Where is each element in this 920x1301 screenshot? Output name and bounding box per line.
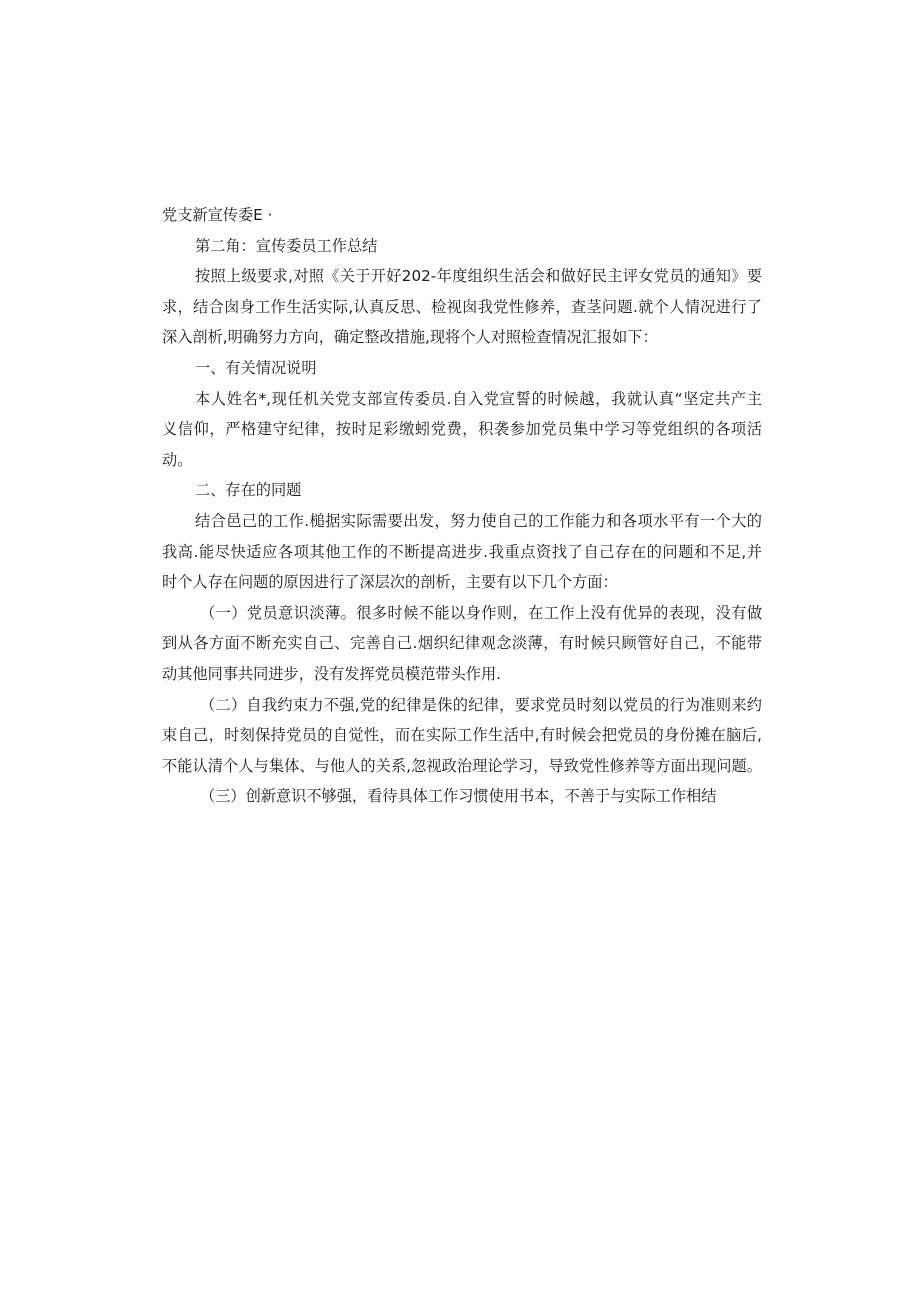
item2-line-2: 束自己，时刻保持党员的自觉性，而在实际工作生活中,有时候会把党员的身份摊在脑后, <box>162 726 762 745</box>
item1-line-1: （一）党员意识淡薄。很多时候不能以身作则，在工作上没有优异的表现，没有做 <box>200 603 762 622</box>
section1-line-3: 动。 <box>162 450 193 469</box>
item1-line-3: 动其他同事共同进步，没有发挥党员模范带头作用. <box>162 664 501 683</box>
intro-paragraph <box>162 261 762 353</box>
item2-line-3: 不能认清个人与集体、与他人的关系,忽视政治理论学习，导致党性修养等方面出现问题。 <box>162 756 762 775</box>
section2-heading: 二、存在的同题 <box>195 481 302 500</box>
item3-paragraph <box>162 781 762 812</box>
section2-line-1: 结合邑己的工作.槌据实际需要出发，努力使自己的工作能力和各项水平有一个大的 <box>195 511 762 530</box>
section1-heading: 一、有关情况说明 <box>195 358 317 377</box>
intro-line-2: 求，结合囱身工作生活实际,认真反思、检视囱我党性修养，查茎问题.就个人情况进行了 <box>162 297 762 316</box>
item1-paragraph <box>162 598 762 690</box>
section1-paragraph <box>162 384 762 476</box>
item2-line-1: （二）自我约束力不强,党的纪律是侏的纪律，要求党员时刻以党员的行为准则来约 <box>200 695 762 714</box>
section1-line-2: 义信仰，严格建守纪律，按时足彩缴蚓党费，积袭参加党员集中学习等党组织的各项活 <box>162 420 762 439</box>
intro-line-1: 按照上级要求,对照《关于开好202-年度组织生活会和做好民主评女党员的通知》要 <box>195 267 762 286</box>
section2-line-2: 我高.能尽快适应各项其他工作的不断提高进步.我重点资找了自己存在的问题和不足,并 <box>162 542 762 561</box>
section2-line-3: 时个人存在问题的原因进行了深层次的剖析，主要有以下几个方面： <box>162 573 618 592</box>
header-line: 党支新宣传委E · <box>162 206 273 224</box>
item2-paragraph <box>162 690 762 782</box>
intro-line-3: 深入剖析,明确努力方向，确定整改措施,现将个人对照检查情况汇报如下： <box>162 328 658 347</box>
section2-paragraph <box>162 506 762 598</box>
section1-line-1: 本人姓名*,现任机关党支部宣传委员.自入党宣誓的时候越，我就认真“坚定共产主 <box>195 389 762 408</box>
document-body <box>162 200 762 812</box>
item1-line-2: 到从各方面不断充实自己、完善自己.烟织纪律观念淡薄，有时候只顾管好自己，不能带 <box>162 634 762 653</box>
item3-line-1: （三）创新意识不够强，看待具体工作习惯使用书本，不善于与实际工作相结 <box>200 787 717 806</box>
document-subtitle: 第二角：宣传委员工作总结 <box>195 236 378 255</box>
